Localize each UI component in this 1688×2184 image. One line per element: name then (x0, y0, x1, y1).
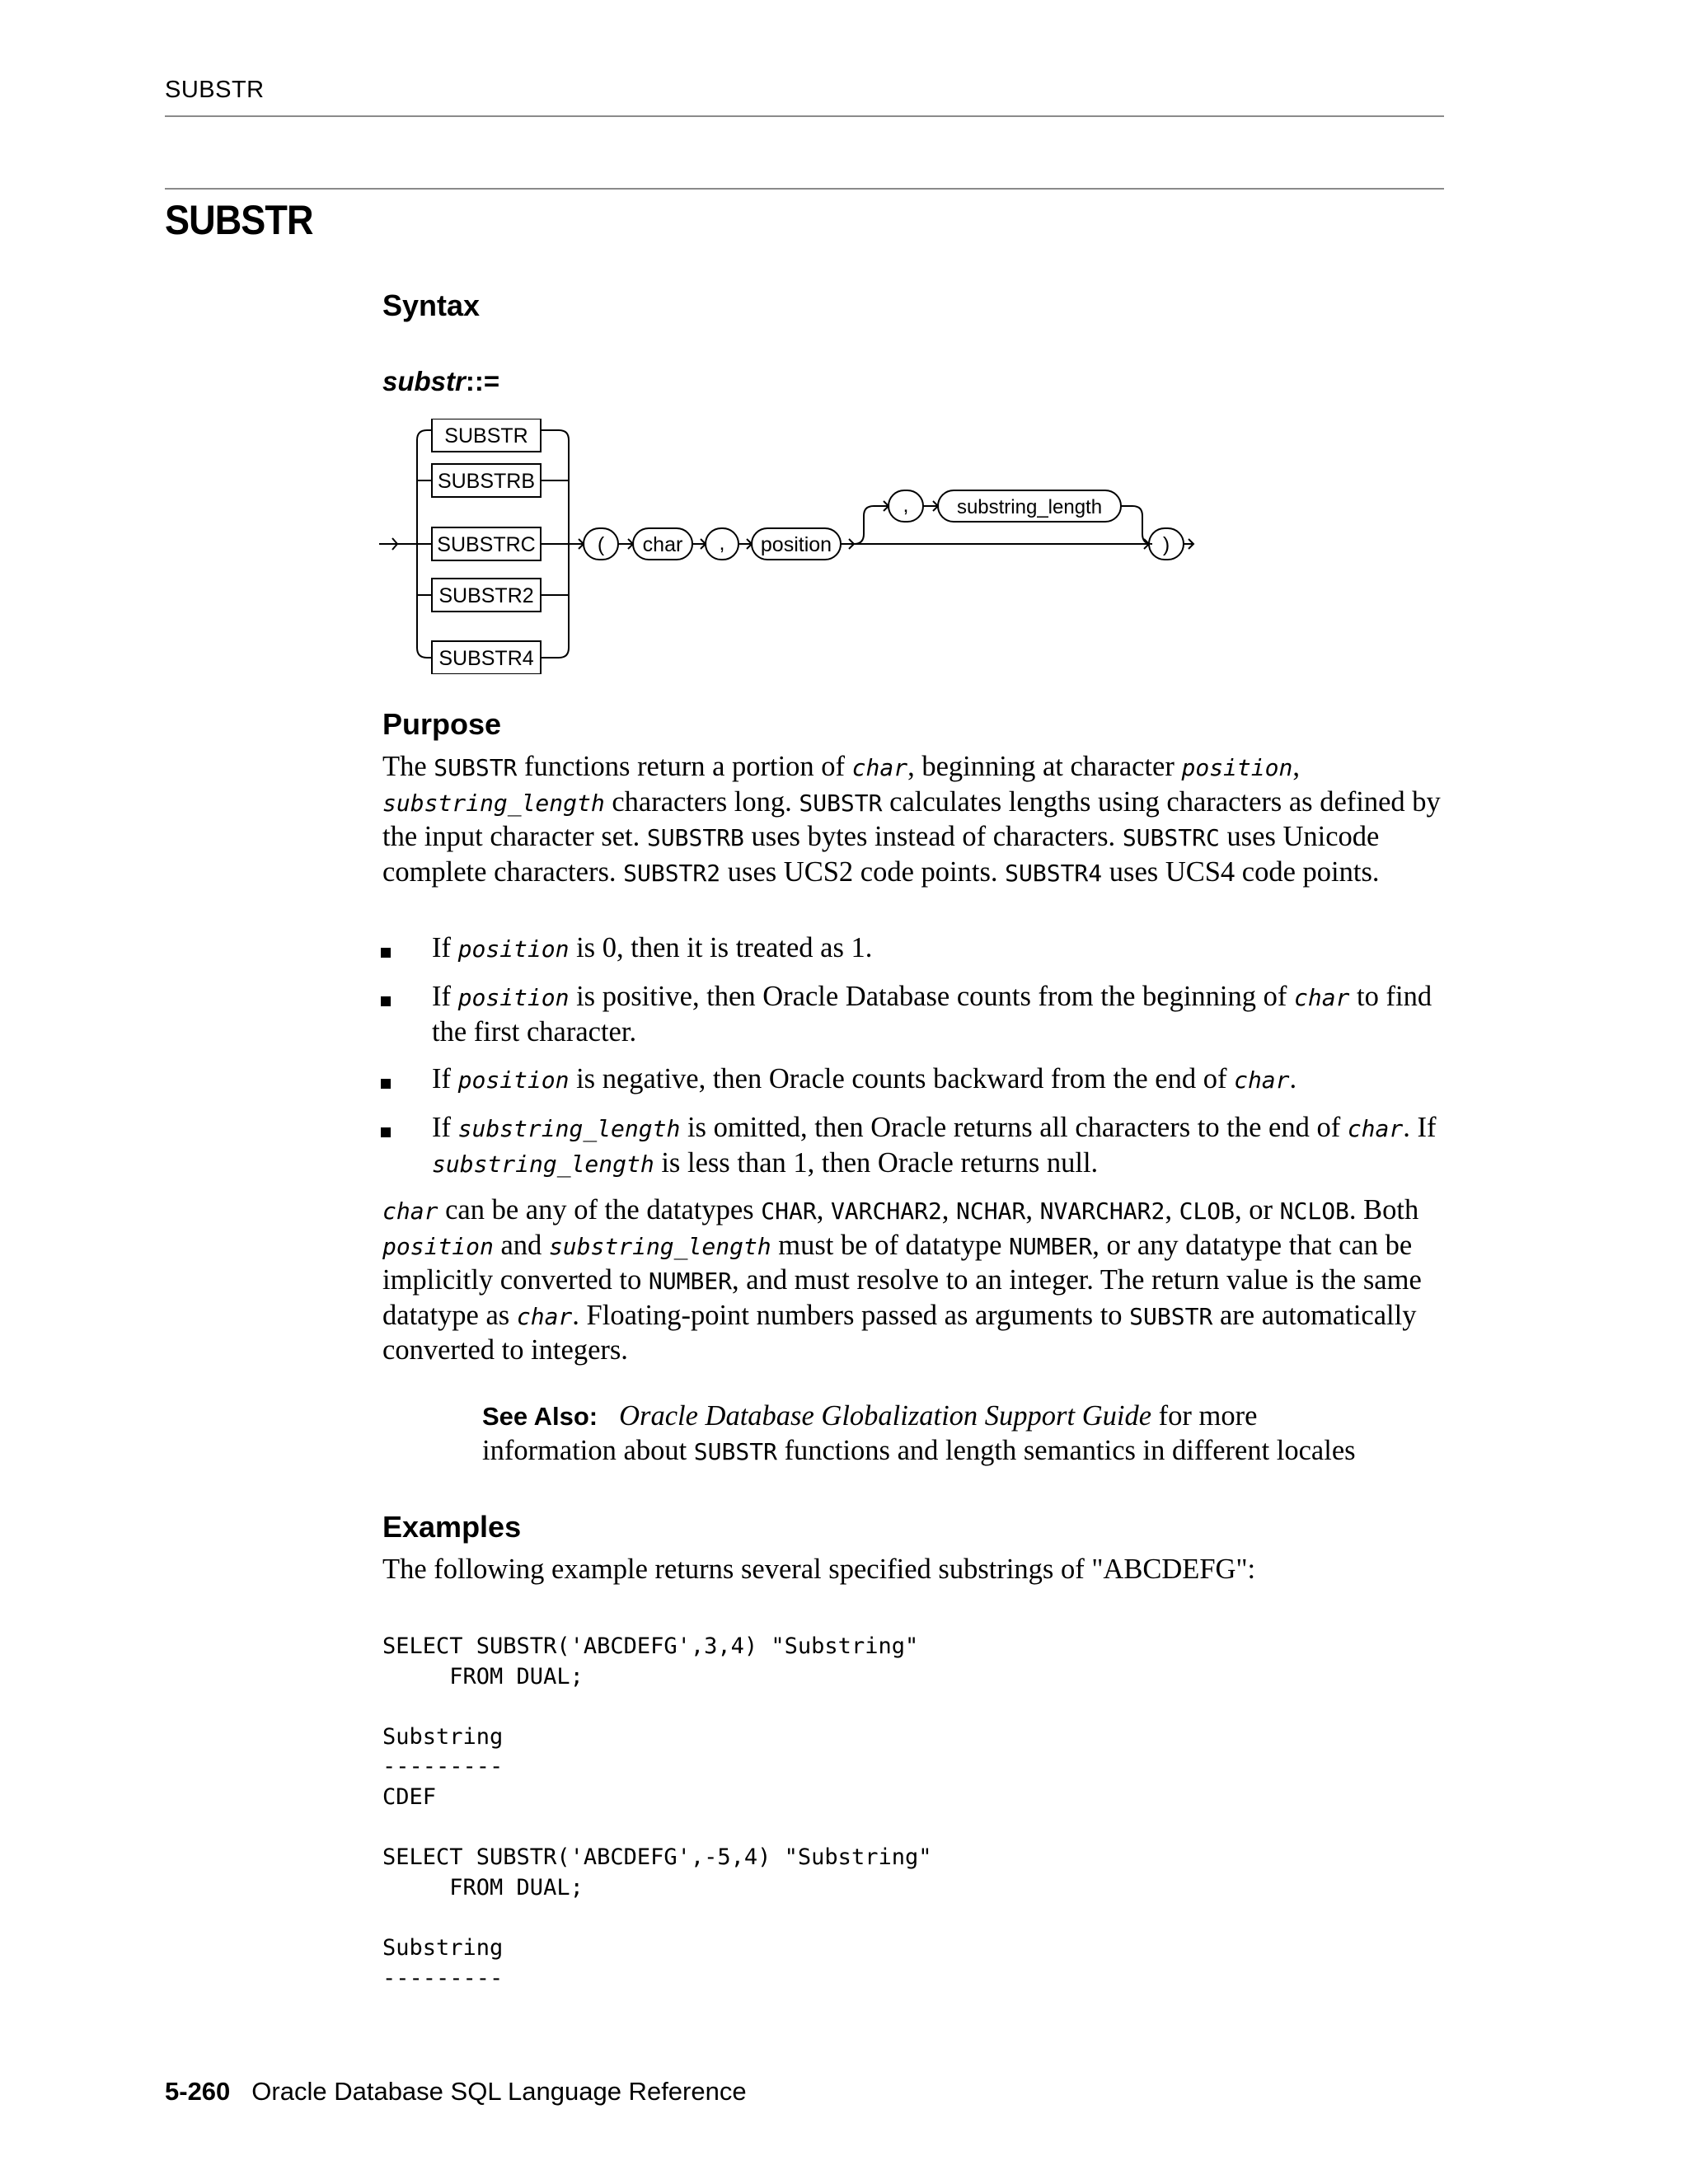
page-number: 5-260 (165, 2077, 231, 2106)
list-item: If position is negative, then Oracle counts backward from the end of char. (432, 1063, 1297, 1094)
bullet-marker (381, 996, 391, 1006)
list-item: If substring_length is omitted, then Oracle returns all characters to the end of char. If substring_length is less than 1, then Oracle returns null. (432, 1112, 1437, 1179)
page-footer (165, 2077, 747, 2107)
code-example: SELECT SUBSTR('ABCDEFG',3,4) "Substring" FROM DUAL; Substring --------- CDEF SELECT SUBSTR('ABCDEFG',-5,4) "Substring" FROM DUAL; Substring --------- (382, 1633, 932, 1991)
syntax-diagram (377, 419, 1202, 674)
book-title: Oracle Database SQL Language Reference (251, 2077, 747, 2106)
header-rule (165, 115, 1444, 117)
bullet-marker (381, 948, 391, 958)
see-also-note: See Also: Oracle Database Globalization Support Guide for more information about SUBSTR functions and length semantics in different locales (482, 1400, 1356, 1466)
production-suffix: ::= (465, 366, 500, 396)
title-rule (165, 188, 1444, 190)
fn-substrb: SUBSTRB (437, 470, 536, 493)
examples-intro: The following example returns several specified substrings of "ABCDEFG": (382, 1554, 1256, 1585)
bullet-marker (381, 1127, 391, 1137)
syntax-heading: Syntax (382, 288, 481, 322)
purpose-paragraph: The SUBSTR functions return a portion of char, beginning at character position, substring_length characters long. SUBSTR calculates lengths using characters as defined by the input character set. SUBSTRB uses bytes instead of characters. SUBSTRC uses Unicode complete characters. SUBSTR2 uses UCS2 code points. SUBSTR4 uses UCS4 code points. (382, 751, 1441, 888)
substring-length-token: substring_length (956, 496, 1103, 518)
see-also-book-link[interactable]: Oracle Database Globalization Support Guide (619, 1400, 1152, 1432)
comma-token-2: , (903, 494, 909, 517)
datatype-paragraph: char can be any of the datatypes CHAR, VARCHAR2, NCHAR, NVARCHAR2, CLOB, or NCLOB. Both position and substring_length must be of datatype NUMBER, or any datatype that can be implicitly converted to NUMBER, and must resolve to an integer. The return value is the same datatype as char. Floating-point numbers passed as arguments to SUBSTR are automatically converted to integers. (382, 1194, 1422, 1366)
rparen-token: ) (1162, 533, 1170, 556)
fn-substr4: SUBSTR4 (438, 647, 534, 670)
see-also-label: See Also: (482, 1402, 598, 1431)
bullet-marker (381, 1079, 391, 1089)
position-token: position (760, 533, 832, 556)
production-label (382, 366, 499, 397)
fn-substr: SUBSTR (444, 424, 528, 448)
purpose-heading: Purpose (382, 707, 502, 741)
page-title: SUBSTR (165, 197, 313, 243)
examples-heading: Examples (382, 1510, 522, 1544)
running-header: SUBSTR (165, 77, 265, 103)
production-name: substr (382, 366, 466, 396)
char-token: char (642, 533, 683, 556)
list-item: If position is 0, then it is treated as 1. (432, 932, 873, 963)
comma-token: , (719, 532, 725, 555)
list-item: If position is positive, then Oracle Database counts from the beginning of char to find the first character. (432, 981, 1432, 1047)
fn-substrc: SUBSTRC (437, 533, 536, 556)
fn-substr2: SUBSTR2 (438, 584, 534, 607)
lparen-token: ( (597, 533, 605, 556)
